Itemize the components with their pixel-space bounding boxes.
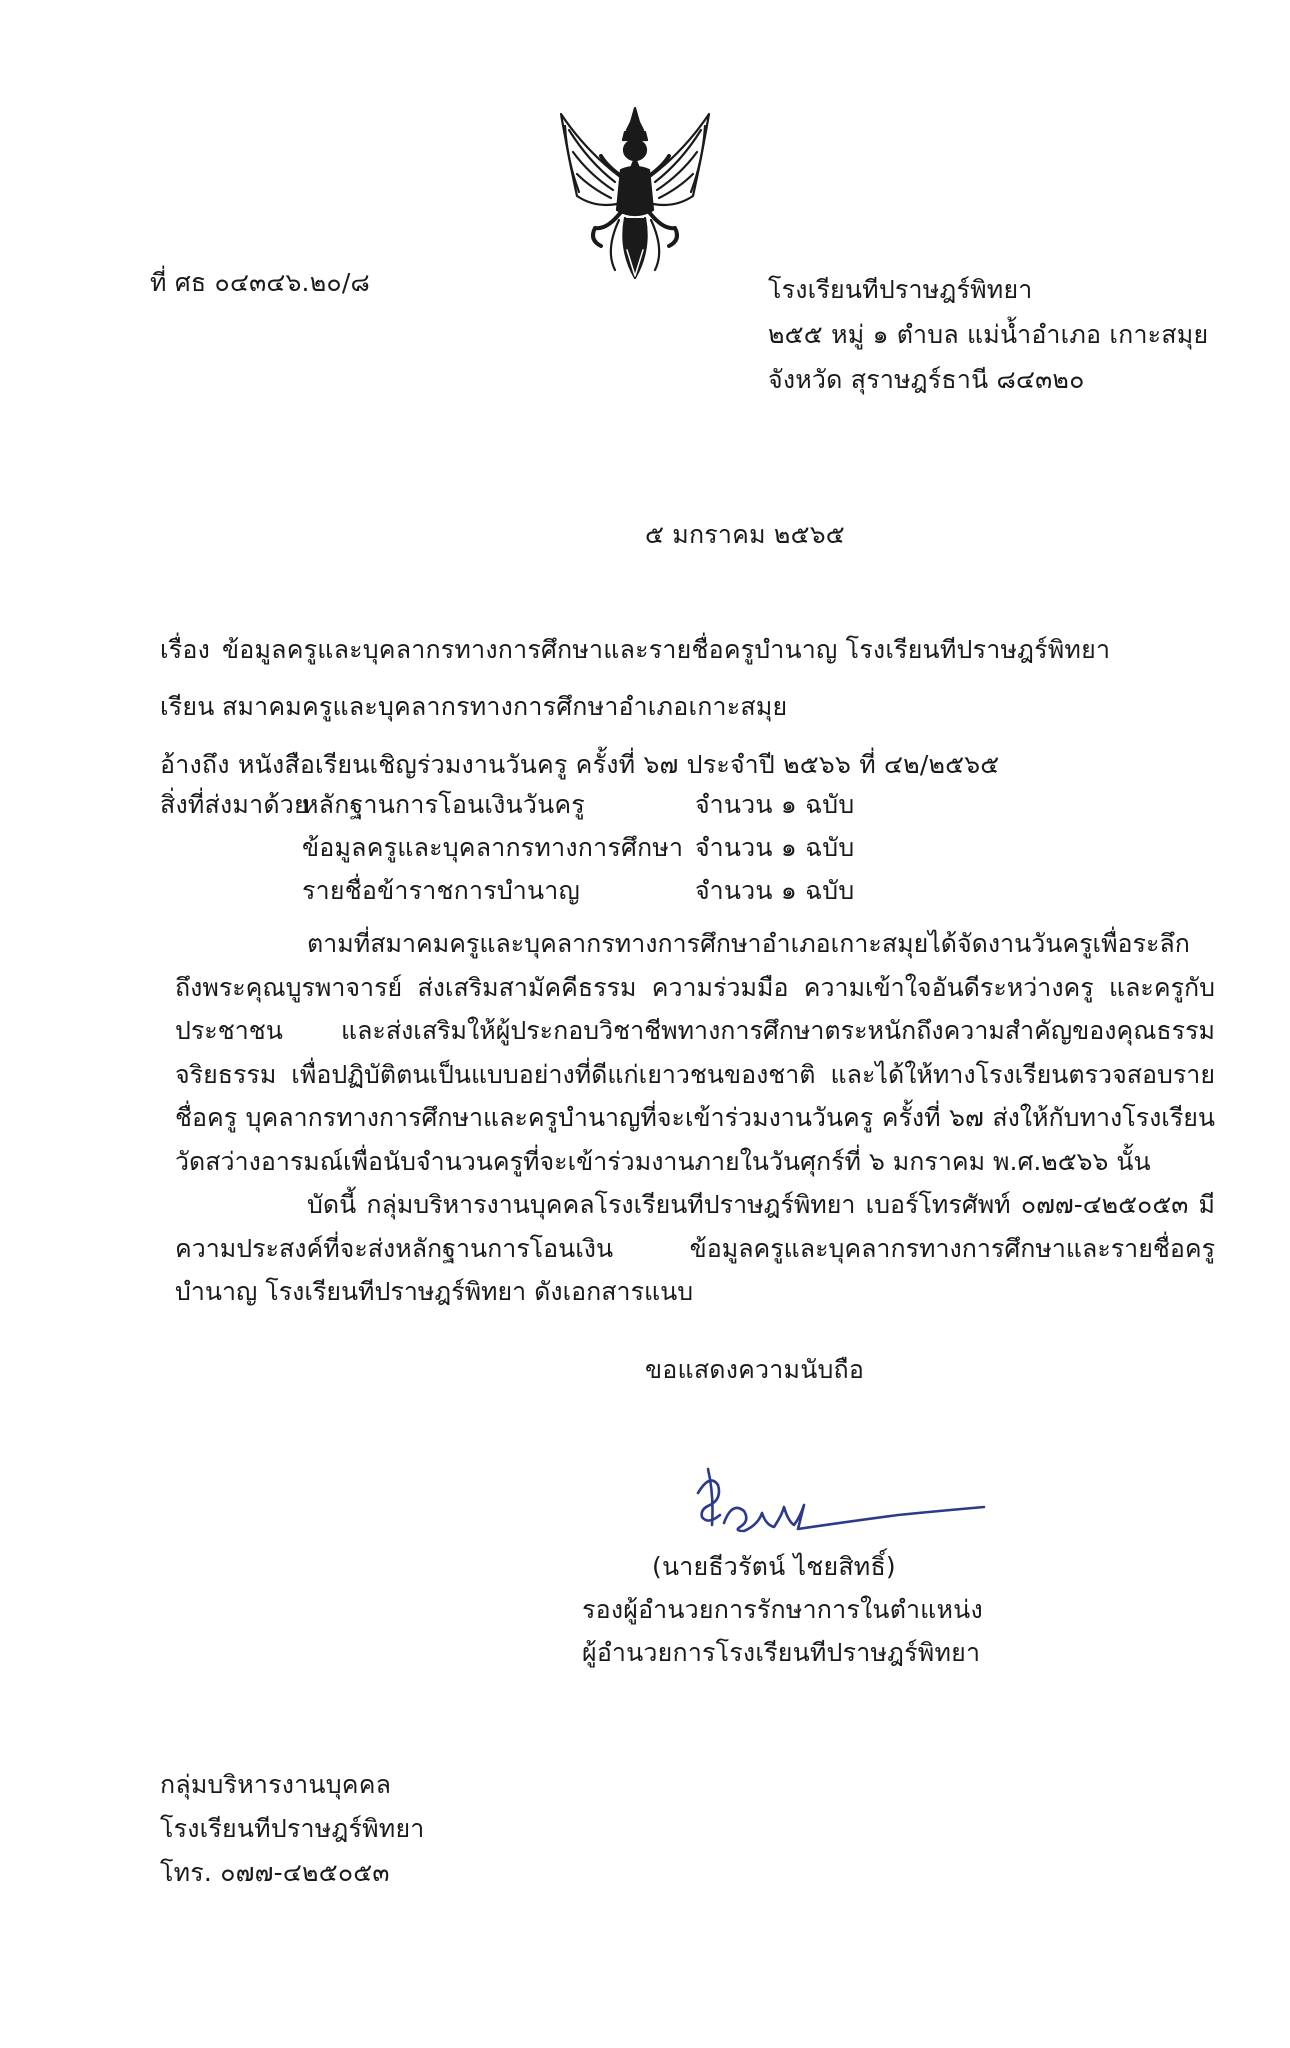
garuda-emblem-icon bbox=[555, 100, 715, 288]
enclosures-label: สิ่งที่ส่งมาด้วย bbox=[160, 790, 309, 819]
recipient-text: สมาคมครูและบุคลากรทางการศึกษาอำเภอเกาะสมุย bbox=[222, 692, 788, 721]
subject-text: ข้อมูลครูและบุคลากรทางการศึกษาและรายชื่อครูบำนาญ โรงเรียนทีปราษฎร์พิทยา bbox=[222, 635, 1111, 664]
letter-body bbox=[175, 922, 1215, 1314]
reference-number: ที่ ศธ ๐๔๓๔๖.๒๐/๘ bbox=[150, 268, 370, 297]
enclosure-name: หลักฐานการโอนเงินวันครู bbox=[302, 790, 585, 819]
reference-text: หนังสือเรียนเชิญร่วมงานวันครู ครั้งที่ ๖๗ ประจำปี ๒๕๖๖ ที่ ๔๒/๒๕๖๕ bbox=[238, 750, 1000, 779]
footer-department: กลุ่มบริหารงานบุคคล bbox=[160, 1770, 392, 1799]
closing-phrase: ขอแสดงความนับถือ bbox=[645, 1355, 865, 1384]
footer-school: โรงเรียนทีปราษฎร์พิทยา bbox=[160, 1814, 425, 1843]
organization-address-line1: ๒๕๕ หมู่ ๑ ตำบล แม่น้ำอำเภอ เกาะสมุย bbox=[768, 320, 1209, 349]
body-paragraph-2: บัดนี้ กลุ่มบริหารงานบุคคลโรงเรียนทีปราษฎร์พิทยา เบอร์โทรศัพท์ ๐๗๗-๔๒๕๐๕๓ มีความประสงค์ที่จะส่งหลักฐานการโอนเงิน ข้อมูลครูและบุคลากรทางการศึกษาและรายชื่อครูบำนาญ โรงเรียนทีปราษฎร์พิทยา ดังเอกสารแนบ bbox=[175, 1190, 1215, 1306]
handwritten-signature bbox=[688, 1465, 988, 1555]
signer-position-line2: ผู้อำนวยการโรงเรียนทีปราษฎร์พิทยา bbox=[582, 1638, 981, 1667]
enclosure-qty: จำนวน ๑ ฉบับ bbox=[695, 876, 855, 905]
subject-label: เรื่อง bbox=[160, 635, 210, 664]
enclosure-name: ข้อมูลครูและบุคลากรทางการศึกษา bbox=[302, 833, 684, 862]
recipient-label: เรียน bbox=[160, 692, 215, 721]
organization-address-line2: จังหวัด สุราษฎร์ธานี ๘๔๓๒๐ bbox=[768, 365, 1085, 394]
enclosure-name: รายชื่อข้าราชการบำนาญ bbox=[302, 876, 580, 905]
body-paragraph-1: ตามที่สมาคมครูและบุคลากรทางการศึกษาอำเภอเกาะสมุยได้จัดงานวันครูเพื่อระลึกถึงพระคุณบูรพาจารย์ ส่งเสริมสามัคคีธรรม ความร่วมมือ ความเข้าใจอันดีระหว่างครู และครูกับประชาชน และส่งเสริมให้ผู้ประกอบวิชาชีพทางการศึกษาตระหนักถึงความสำคัญของคุณธรรมจริยธรรม เพื่อปฏิบัติตนเป็นแบบอย่างที่ดีแก่เยาวชนของชาติ และได้ให้ทางโรงเรียนตรวจสอบรายชื่อครู บุคลากรทางการศึกษาและครูบำนาญที่จะเข้าร่วมงานวันครู ครั้งที่ ๖๗ ส่งให้กับทางโรงเรียนวัดสว่างอารมณ์เพื่อนับจำนวนครูที่จะเข้าร่วมงานภายในวันศุกร์ที่ ๖ มกราคม พ.ศ.๒๕๖๖ นั้น bbox=[175, 929, 1215, 1176]
signer-name: (นายธีวรัตน์ ไชยสิทธิ์) bbox=[652, 1552, 896, 1581]
signer-position-line1: รองผู้อำนวยการรักษาการในตำแหน่ง bbox=[582, 1595, 983, 1624]
enclosure-qty: จำนวน ๑ ฉบับ bbox=[695, 833, 855, 862]
footer-phone: โทร. ๐๗๗-๔๒๕๐๕๓ bbox=[160, 1858, 390, 1887]
letter-date: ๕ มกราคม ๒๕๖๕ bbox=[645, 520, 845, 549]
reference-label: อ้างถึง bbox=[160, 750, 230, 779]
organization-name: โรงเรียนทีปราษฎร์พิทยา bbox=[768, 275, 1033, 304]
enclosure-qty: จำนวน ๑ ฉบับ bbox=[695, 790, 855, 819]
